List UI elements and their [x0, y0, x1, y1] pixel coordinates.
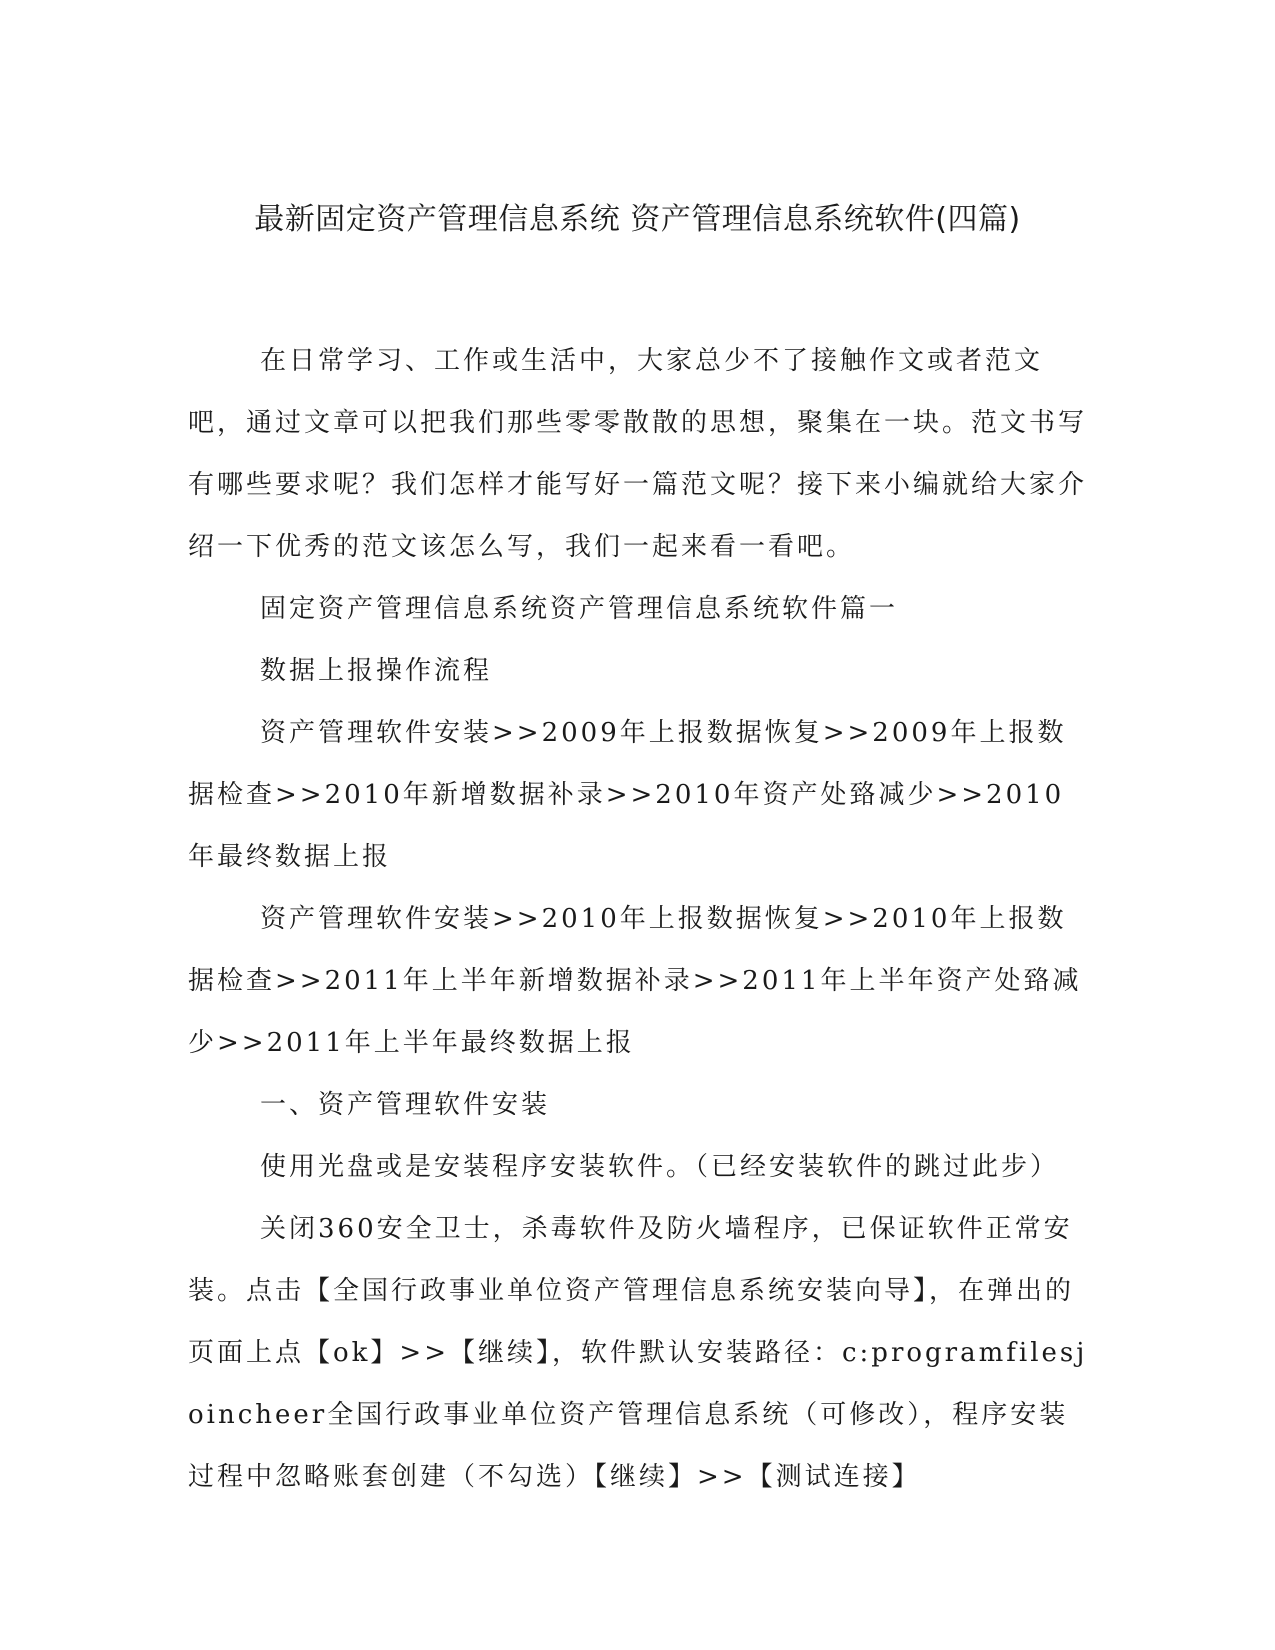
subheading-software-install: 一、资产管理软件安装	[260, 1090, 551, 1120]
install-steps-paragraph: 关闭360安全卫士，杀毒软件及防火墙程序，已保证软件正常安装。点击【全国行政事业单位资产管理信息系统安装向导】，在弹出的页面上点【ok】>>【继续】，软件默认安装路径：c:programfilesjoincheer全国行政事业单位资产管理信息系统（可修改），程序安装过程中忽略账套创建（不勾选）【继续】>>【测试连接】	[188, 1214, 1088, 1492]
flow-paragraph-2010: 资产管理软件安装>>2009年上报数据恢复>>2009年上报数据检查>>2010年新增数据补录>>2010年资产处臵减少>>2010年最终数据上报	[188, 718, 1067, 872]
subheading-data-report-flow: 数据上报操作流程	[260, 656, 493, 686]
flow-paragraph-2011: 资产管理软件安装>>2010年上报数据恢复>>2010年上报数据检查>>2011年上半年新增数据补录>>2011年上半年资产处臵减少>>2011年上半年最终数据上报	[188, 904, 1082, 1058]
section-heading-part-one: 固定资产管理信息系统资产管理信息系统软件篇一	[260, 594, 899, 624]
install-method-paragraph: 使用光盘或是安装程序安装软件。（已经安装软件的跳过此步）	[260, 1152, 1060, 1182]
document-title: 最新固定资产管理信息系统 资产管理信息系统软件(四篇)	[254, 202, 1021, 237]
intro-paragraph: 在日常学习、工作或生活中，大家总少不了接触作文或者范文吧，通过文章可以把我们那些零零散散的思想，聚集在一块。范文书写有哪些要求呢？我们怎样才能写好一篇范文呢？接下来小编就给大家介绍一下优秀的范文该怎么写，我们一起来看一看吧。	[188, 346, 1088, 562]
document-body	[188, 330, 1088, 1508]
